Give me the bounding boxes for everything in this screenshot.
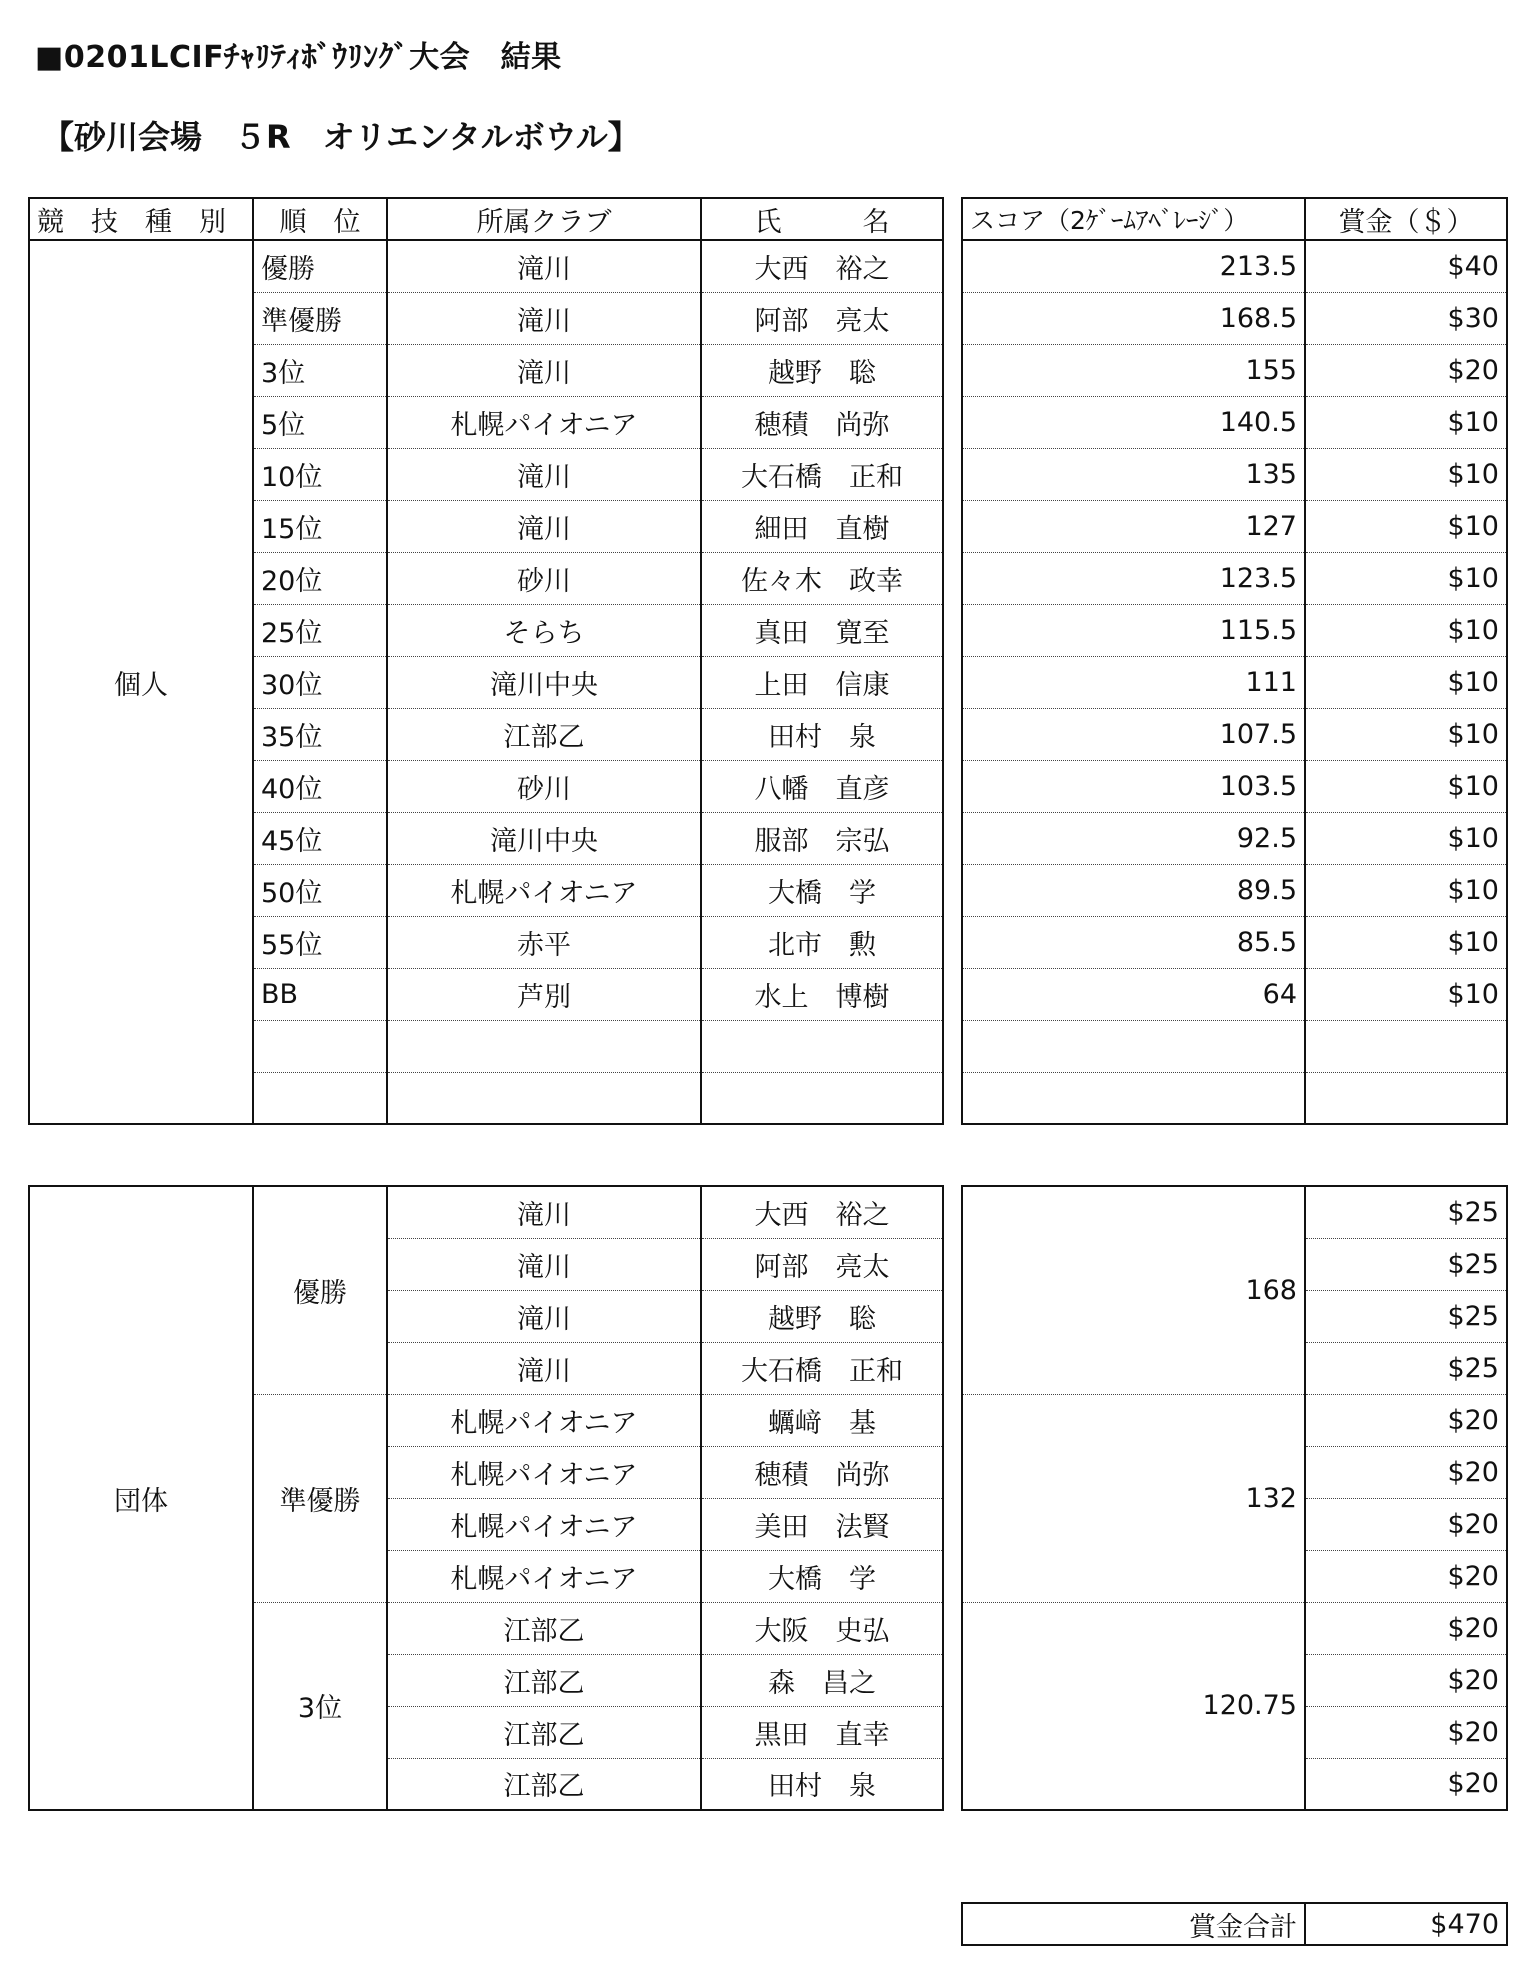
rank-cell [253,1072,387,1124]
rank-cell: 優勝 [253,240,387,292]
club-cell: 札幌パイオニア [387,1446,701,1498]
prize-cell: $20 [1305,1706,1507,1758]
rank-cell: 50位 [253,864,387,916]
club-cell: 砂川 [387,760,701,812]
club-cell: 江部乙 [387,1602,701,1654]
club-cell: 札幌パイオニア [387,1498,701,1550]
rank-cell: BB [253,968,387,1020]
club-cell: 滝川 [387,240,701,292]
table-row [962,1602,1507,1654]
team-table-right [961,1185,1508,1811]
rank-cell: 10位 [253,448,387,500]
name-cell: 田村 泉 [701,1758,943,1810]
prize-cell: $20 [1305,1446,1507,1498]
table-row [962,708,1507,760]
team-score-cell: 120.75 [962,1602,1305,1810]
name-cell: 大石橋 正和 [701,1342,943,1394]
club-cell: 札幌パイオニア [387,1394,701,1446]
team-rank-cell: 3位 [253,1602,387,1810]
rank-cell: 35位 [253,708,387,760]
club-cell: 札幌パイオニア [387,1550,701,1602]
club-cell: そらち [387,604,701,656]
club-cell: 札幌パイオニア [387,396,701,448]
header-club: 所属クラブ [387,198,701,240]
prize-cell: $20 [1305,1758,1507,1810]
prize-cell: $20 [1305,1654,1507,1706]
header-name: 氏 名 [701,198,943,240]
club-cell: 芦別 [387,968,701,1020]
team-score-cell: 168 [1245,1274,1297,1306]
prize-cell: $40 [1305,240,1507,292]
score-cell: 123.5 [962,552,1305,604]
club-cell: 札幌パイオニア [387,864,701,916]
table-row [962,812,1507,864]
name-cell: 大石橋 正和 [701,448,943,500]
score-cell: 213.5 [1219,250,1297,282]
name-cell: 森 昌之 [701,1654,943,1706]
rank-cell: 20位 [253,552,387,604]
club-cell: 滝川 [387,1238,701,1290]
prize-cell: $20 [1305,1550,1507,1602]
individual-table-right [961,197,1508,1125]
rank-cell: 準優勝 [253,292,387,344]
prize-cell: $30 [1305,292,1507,344]
rank-cell: 5位 [253,396,387,448]
category-individual: 個人 [114,669,168,701]
club-cell: 滝川 [387,1342,701,1394]
name-cell: 水上 博樹 [701,968,943,1020]
name-cell: 穂積 尚弥 [701,1446,943,1498]
team-rank-cell: 準優勝 [253,1394,387,1602]
prize-cell: $20 [1305,1498,1507,1550]
table-row [962,344,1507,396]
table-row [962,396,1507,448]
team-rank-cell: 優勝 [253,1186,387,1394]
score-cell: 89.5 [962,864,1305,916]
table-row [962,1394,1507,1446]
name-cell: 大橋 学 [701,864,943,916]
table-row [962,916,1507,968]
club-cell: 江部乙 [387,1758,701,1810]
club-cell: 赤平 [387,916,701,968]
individual-table-left [28,197,944,1125]
name-cell: 細田 直樹 [701,500,943,552]
name-cell [701,1072,943,1124]
club-cell: 江部乙 [387,1654,701,1706]
club-cell: 滝川 [387,344,701,396]
prize-cell: $20 [1305,1602,1507,1654]
rank-cell [253,1020,387,1072]
prize-cell: $10 [1305,760,1507,812]
score-cell [962,1072,1305,1124]
rank-cell: 30位 [253,656,387,708]
prize-cell: $10 [1305,812,1507,864]
prize-cell: $25 [1305,1186,1507,1238]
score-cell [962,1020,1305,1072]
score-cell: 155 [962,344,1305,396]
header-row [962,198,1507,240]
category-team: 団体 [114,1485,168,1517]
prize-cell: $10 [1305,604,1507,656]
table-row [29,240,943,292]
table-row [962,500,1507,552]
rank-cell: 3位 [253,344,387,396]
club-cell: 滝川 [387,1290,701,1342]
name-cell: 蠣﨑 基 [701,1394,943,1446]
table-row [962,1186,1507,1238]
name-cell: 八幡 直彦 [701,760,943,812]
name-cell: 阿部 亮太 [701,1238,943,1290]
prize-cell: $10 [1305,448,1507,500]
club-cell: 滝川中央 [387,656,701,708]
name-cell: 大西 裕之 [701,1186,943,1238]
table-row [962,292,1507,344]
club-cell [387,1072,701,1124]
rank-cell: 15位 [253,500,387,552]
score-cell: 115.5 [962,604,1305,656]
table-row [962,656,1507,708]
name-cell: 佐々木 政幸 [701,552,943,604]
team-score-cell: 132 [962,1394,1305,1602]
prize-cell: $10 [1305,708,1507,760]
header-score: スコア（2ｹﾞｰﾑｱﾍﾞﾚｰｼﾞ） [962,198,1305,240]
score-cell: 107.5 [962,708,1305,760]
table-row [962,240,1507,292]
score-cell: 64 [962,968,1305,1020]
club-cell: 江部乙 [387,1706,701,1758]
score-cell: 111 [962,656,1305,708]
page-title: ■0201LCIFﾁｬﾘﾃｨﾎﾞｳﾘﾝｸﾞ大会 結果 [35,40,562,75]
venue-subtitle: 【砂川会場 ５R オリエンタルボウル】 [42,118,640,156]
name-cell: 北市 勲 [701,916,943,968]
prize-total-value: $470 [1305,1903,1507,1945]
score-cell: 135 [962,448,1305,500]
prize-total-label: 賞金合計 [1189,1911,1297,1943]
score-cell: 85.5 [962,916,1305,968]
prize-total-table [961,1902,1508,1946]
name-cell: 阿部 亮太 [701,292,943,344]
table-row [962,1072,1507,1124]
rank-cell: 45位 [253,812,387,864]
score-cell: 103.5 [962,760,1305,812]
table-row [962,1020,1507,1072]
club-cell: 滝川 [387,500,701,552]
prize-cell: $10 [1305,396,1507,448]
score-cell: 127 [962,500,1305,552]
name-cell: 黒田 直幸 [701,1706,943,1758]
club-cell [387,1020,701,1072]
rank-cell: 40位 [253,760,387,812]
prize-cell: $25 [1305,1238,1507,1290]
name-cell: 越野 聡 [701,1290,943,1342]
name-cell: 美田 法賢 [701,1498,943,1550]
prize-cell: $10 [1305,500,1507,552]
prize-cell: $10 [1305,552,1507,604]
name-cell [701,1020,943,1072]
rank-cell: 55位 [253,916,387,968]
name-cell: 大橋 学 [701,1550,943,1602]
table-row [962,448,1507,500]
club-cell: 滝川中央 [387,812,701,864]
table-row [962,864,1507,916]
score-cell: 168.5 [962,292,1305,344]
name-cell: 田村 泉 [701,708,943,760]
club-cell: 滝川 [387,1186,701,1238]
prize-cell: $10 [1305,968,1507,1020]
prize-cell: $25 [1305,1290,1507,1342]
table-row [962,968,1507,1020]
header-rank: 順 位 [253,198,387,240]
name-cell: 穂積 尚弥 [701,396,943,448]
prize-cell [1305,1072,1507,1124]
club-cell: 滝川 [387,292,701,344]
club-cell: 滝川 [387,448,701,500]
header-category: 競 技 種 別 [29,198,253,240]
prize-cell [1305,1020,1507,1072]
club-cell: 砂川 [387,552,701,604]
prize-cell: $20 [1305,344,1507,396]
name-cell: 真田 寛至 [701,604,943,656]
prize-cell: $10 [1305,656,1507,708]
table-row [962,604,1507,656]
club-cell: 江部乙 [387,708,701,760]
header-prize: 賞金（＄） [1305,198,1507,240]
prize-cell: $25 [1305,1342,1507,1394]
name-cell: 大西 裕之 [701,240,943,292]
prize-cell: $20 [1305,1394,1507,1446]
name-cell: 服部 宗弘 [701,812,943,864]
team-table-left [28,1185,944,1811]
score-cell: 140.5 [962,396,1305,448]
name-cell: 大阪 史弘 [701,1602,943,1654]
rank-cell: 25位 [253,604,387,656]
name-cell: 越野 聡 [701,344,943,396]
header-row [29,198,943,240]
name-cell: 上田 信康 [701,656,943,708]
table-row [29,1186,943,1238]
table-row [962,760,1507,812]
score-cell: 92.5 [962,812,1305,864]
prize-cell: $10 [1305,864,1507,916]
prize-cell: $10 [1305,916,1507,968]
table-row [962,552,1507,604]
